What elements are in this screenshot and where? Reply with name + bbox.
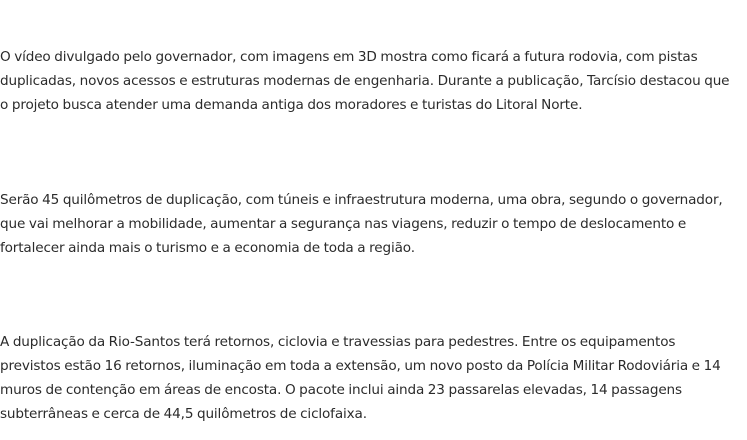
paragraph-line: muros de contenção em áreas de encosta. O pacote inclui ainda 23 passarelas elevadas, 14 passagens: [0, 382, 682, 398]
paragraph-line: o projeto busca atender uma demanda antiga dos moradores e turistas do Litoral Norte.: [0, 97, 583, 113]
paragraph-duplicacao-km: [0, 188, 747, 260]
paragraph-line: previstos estão 16 retornos, iluminação em toda a extensão, um novo posto da Polícia Militar Rodoviária e 14: [0, 358, 721, 374]
paragraph-line: que vai melhorar a mobilidade, aumentar a segurança nas viagens, reduzir o tempo de deslocamento e: [0, 216, 687, 232]
paragraph-line: duplicadas, novos acessos e estruturas modernas de engenharia. Durante a publicação, Tarcísio destacou que: [0, 73, 730, 89]
paragraph-line: A duplicação da Rio-Santos terá retornos, ciclovia e travessias para pedestres. Entre os equipamentos: [0, 334, 676, 350]
paragraph-line: subterrâneas e cerca de 44,5 quilômetros de ciclofaixa.: [0, 406, 367, 422]
paragraph-line: Serão 45 quilômetros de duplicação, com túneis e infraestrutura moderna, uma obra, segundo o governador,: [0, 192, 723, 208]
paragraph-rodovia-video: [0, 45, 747, 117]
paragraph-line: O vídeo divulgado pelo governador, com imagens em 3D mostra como ficará a futura rodovia, com pistas: [0, 49, 698, 65]
paragraph-equipamentos: [0, 330, 747, 426]
paragraph-line: fortalecer ainda mais o turismo e a economia de toda a região.: [0, 240, 415, 256]
